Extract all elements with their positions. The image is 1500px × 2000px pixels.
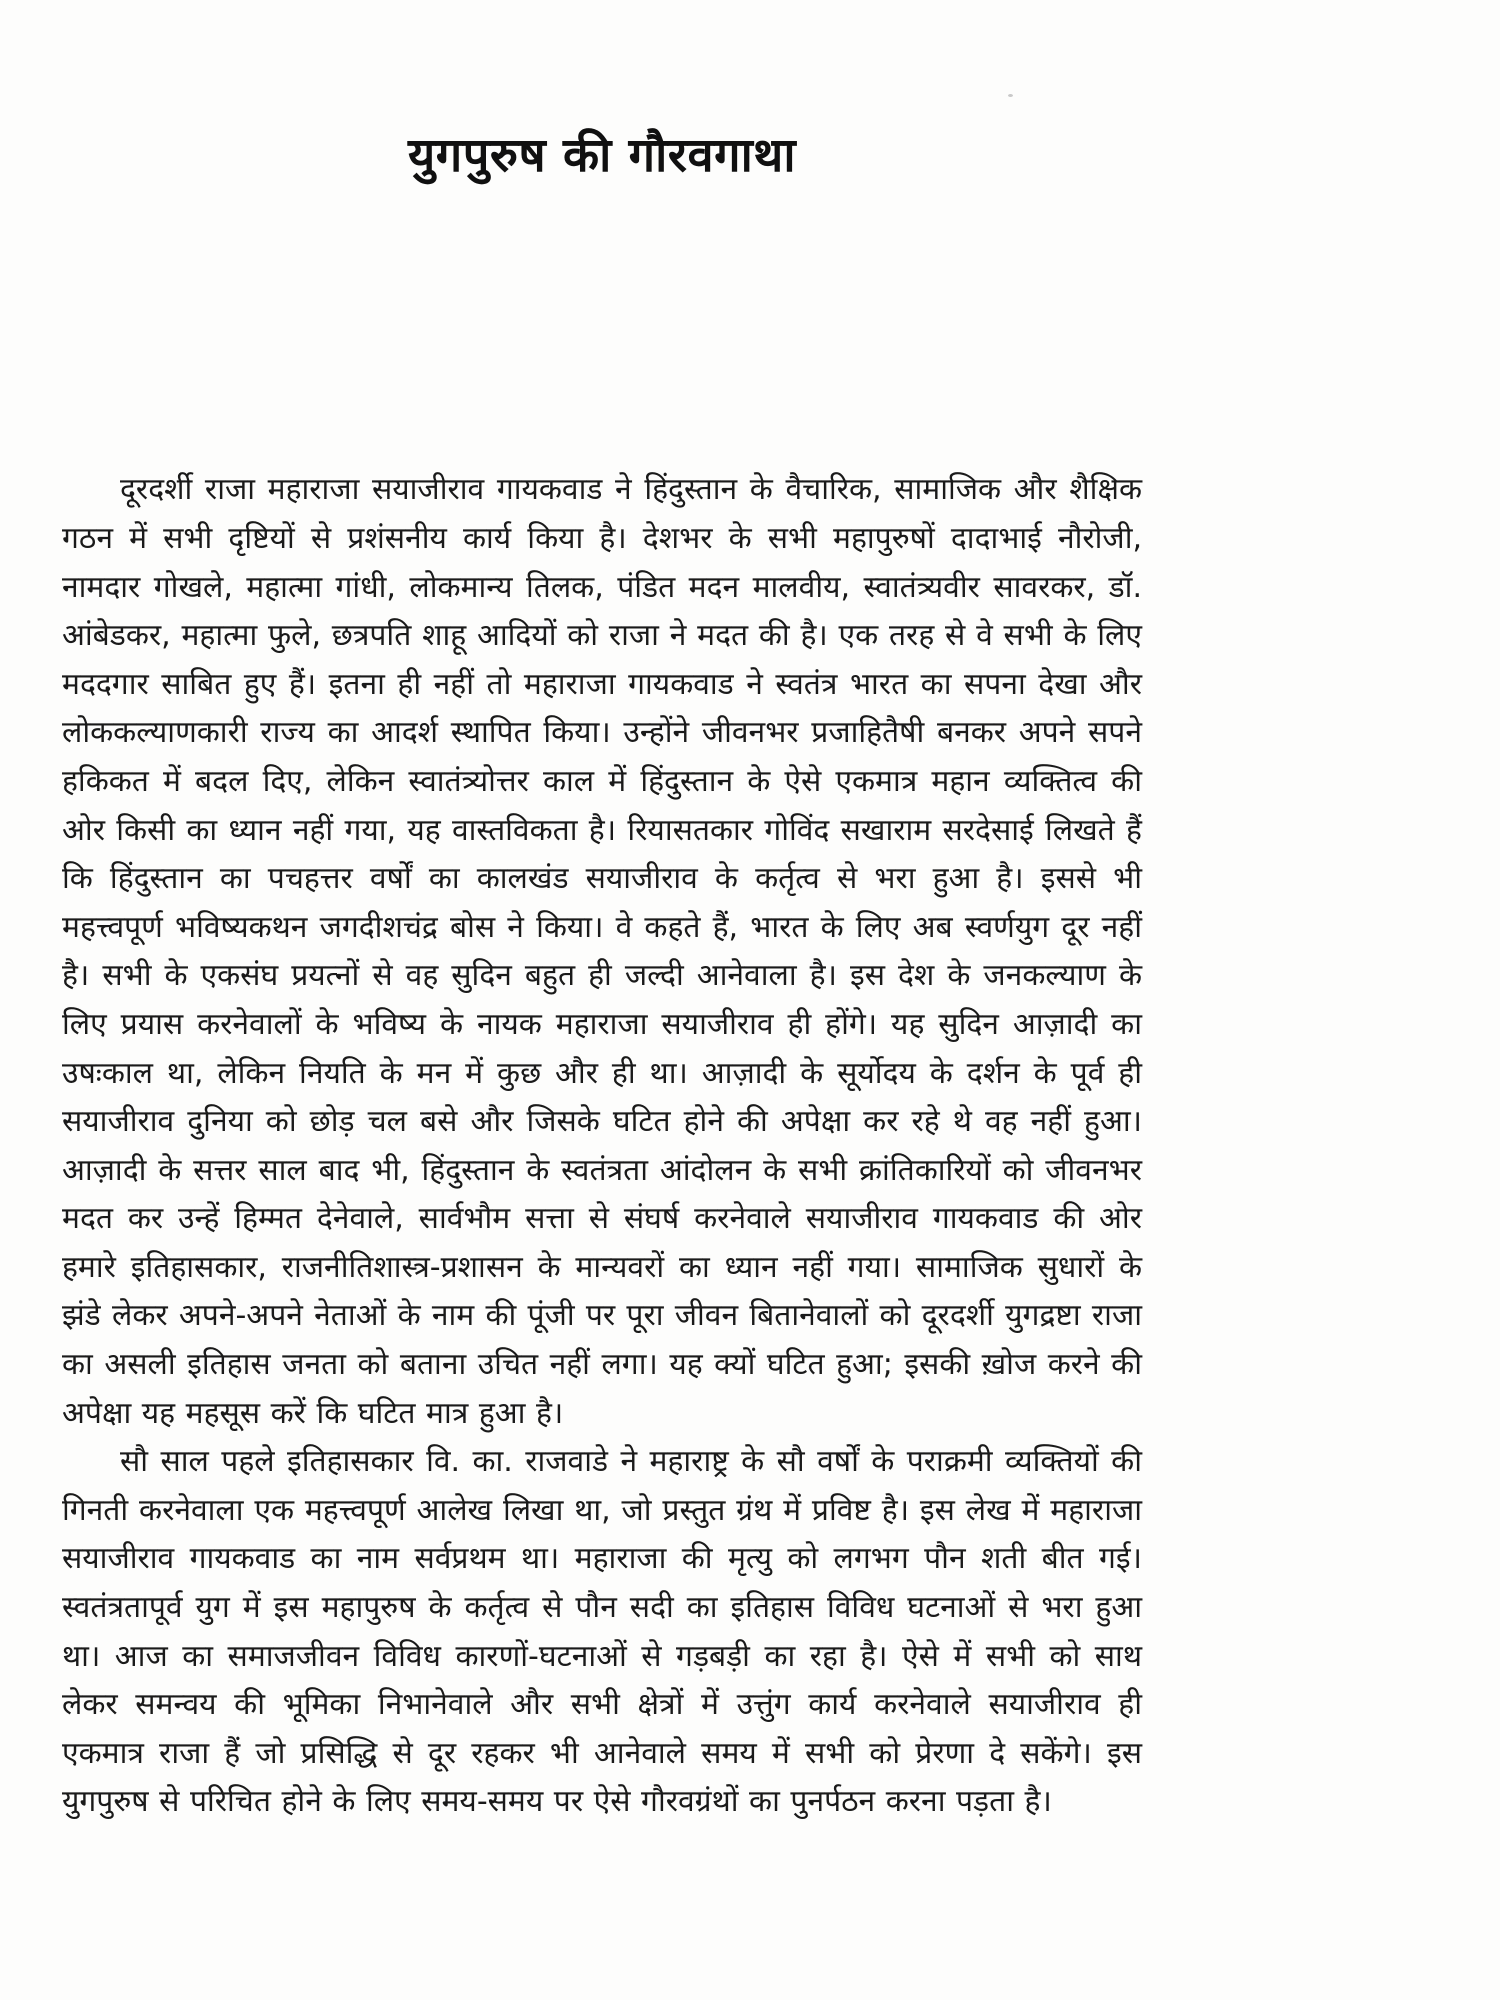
paragraph-1: दूरदर्शी राजा महाराजा सयाजीराव गायकवाड ने हिंदुस्तान के वैचारिक, सामाजिक और शैक्षिक गठन में सभी दृष्टियों से प्रशंसनीय कार्य किया है। देशभर के सभी महापुरुषों दादाभाई नौरोजी, नामदार गोखले, महात्मा गांधी, लोकमान्य तिलक, पंडित मदन मालवीय, स्वातंत्र्यवीर सावरकर, डॉ. आंबेडकर, महात्मा फुले, छत्रपति शाहू आदियों को राजा ने मदत की है। एक तरह से वे सभी के लिए मददगार साबित हुए हैं। इतना ही नहीं तो महाराजा गायकवाड ने स्वतंत्र भारत का सपना देखा और लोककल्याणकारी राज्य का आदर्श स्थापित किया। उन्होंने जीवनभर प्रजाहितैषी बनकर अपने सपने हकिकत में बदल दिए, लेकिन स्वातंत्र्योत्तर काल में हिंदुस्तान के ऐसे एकमात्र महान व्यक्तित्व की ओर किसी का ध्यान नहीं गया, यह वास्तविकता है। रियासतकार गोविंद सखाराम सरदेसाई लिखते हैं कि हिंदुस्तान का पचहत्तर वर्षों का कालखंड सयाजीराव के कर्तृत्व से भरा हुआ है। इससे भी महत्त्वपूर्ण भविष्यकथन जगदीशचंद्र बोस ने किया। वे कहते हैं, भारत के लिए अब स्वर्णयुग दूर नहीं है। सभी के एकसंघ प्रयत्नों से वह सुदिन बहुत ही जल्दी आनेवाला है। इस देश के जनकल्याण के लिए प्रयास करनेवालों के भविष्य के नायक महाराजा सयाजीराव ही होंगे। यह सुदिन आज़ादी का उषःकाल था, लेकिन नियति के मन में कुछ और ही था। आज़ादी के सूर्योदय के दर्शन के पूर्व ही सयाजीराव दुनिया को छोड़ चल बसे और जिसके घटित होने की अपेक्षा कर रहे थे वह नहीं हुआ। आज़ादी के सत्तर साल बाद भी, हिंदुस्तान के स्वतंत्रता आंदोलन के सभी क्रांतिकारियों को जीवनभर मदत कर उन्हें हिम्मत देनेवाले, सार्वभौम सत्ता से संघर्ष करनेवाले सयाजीराव गायकवाड की ओर हमारे इतिहासकार, राजनीतिशास्त्र-प्रशासन के मान्यवरों का ध्यान नहीं गया। सामाजिक सुधारों के झंडे लेकर अपने-अपने नेताओं के नाम की पूंजी पर पूरा जीवन बितानेवालों को दूरदर्शी युगद्रष्टा राजा का असली इतिहास जनता को बताना उचित नहीं लगा। यह क्यों घटित हुआ; इसकी ख़ोज करने की अपेक्षा यह महसूस करें कि घटित मात्र हुआ है। bbox=[62, 472, 1142, 1431]
chapter-body bbox=[62, 466, 1142, 1827]
paragraph-2: सौ साल पहले इतिहासकार वि. का. राजवाडे ने महाराष्ट्र के सौ वर्षों के पराक्रमी व्यक्तियों की गिनती करनेवाला एक महत्त्वपूर्ण आलेख लिखा था, जो प्रस्तुत ग्रंथ में प्रविष्ट है। इस लेख में महाराजा सयाजीराव गायकवाड का नाम सर्वप्रथम था। महाराजा की मृत्यु को लगभग पौन शती बीत गई। स्वतंत्रतापूर्व युग में इस महापुरुष के कर्तृत्व से पौन सदी का इतिहास विविध घटनाओं से भरा हुआ था। आज का समाजजीवन विविध कारणों-घटनाओं से गड़बड़ी का रहा है। ऐसे में सभी को साथ लेकर समन्वय की भूमिका निभानेवाले और सभी क्षेत्रों में उत्तुंग कार्य करनेवाले सयाजीराव ही एकमात्र राजा हैं जो प्रसिद्धि से दूर रहकर भी आनेवाले समय में सभी को प्रेरणा दे सकेंगे। इस युगपुरुष से परिचित होने के लिए समय-समय पर ऐसे गौरवग्रंथों का पुनर्पठन करना पड़ता है। bbox=[62, 1444, 1142, 1820]
chapter-title: युगपुरुष की गौरवगाथा bbox=[407, 128, 796, 183]
scan-speck bbox=[1008, 94, 1013, 97]
